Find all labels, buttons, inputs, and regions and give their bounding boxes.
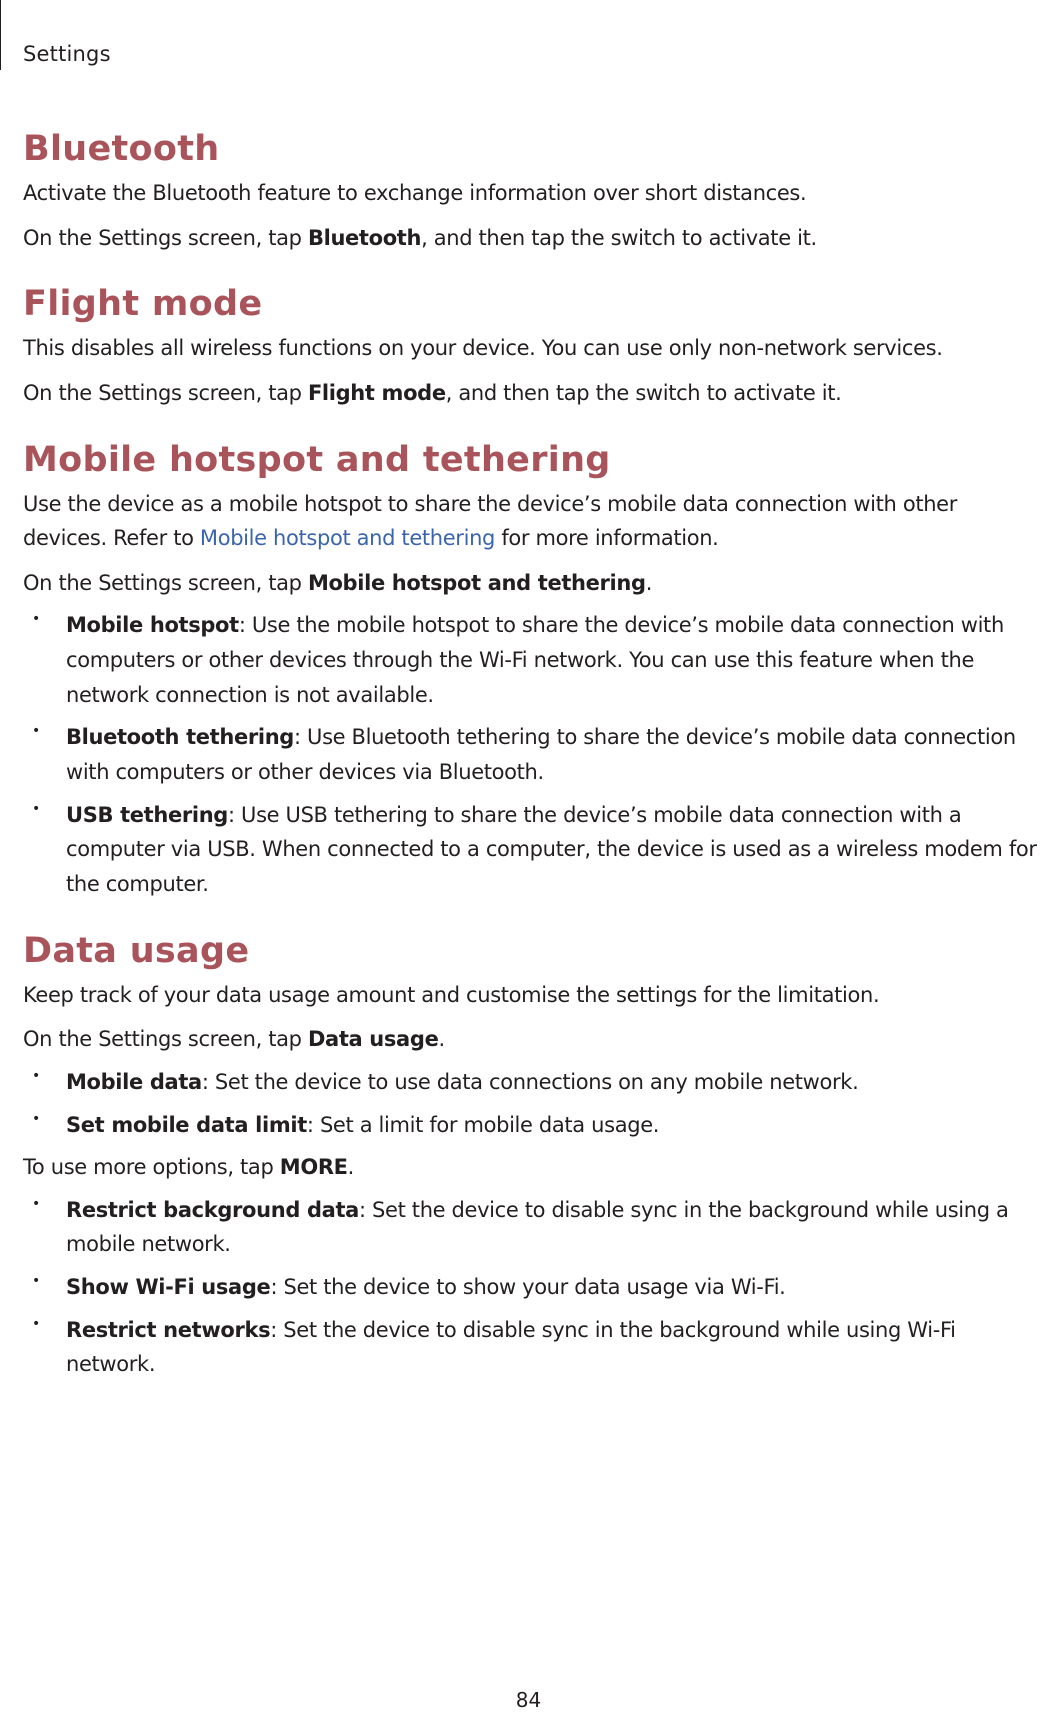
option-description: : Set a limit for mobile data usage.: [306, 1112, 660, 1137]
page-number: 84: [515, 1688, 542, 1712]
page-content: [23, 128, 1043, 1390]
list-item: [23, 1270, 1043, 1305]
running-head: Settings: [23, 42, 111, 66]
flight-mode-intro: This disables all wireless functions on your device. You can use only non-network services.: [23, 336, 943, 361]
list-item: [23, 1193, 1043, 1262]
list-item: [23, 798, 1043, 902]
option-term: Restrict networks: [66, 1317, 271, 1342]
step-text: On the Settings screen, tap: [23, 380, 308, 405]
hotspot-reference-link[interactable]: Mobile hotspot and tethering: [199, 526, 496, 551]
bullet-icon: •: [32, 1067, 40, 1084]
step-text: .: [438, 1027, 445, 1052]
menu-term-flight-mode: Flight mode: [307, 380, 446, 405]
section-hotspot: [23, 439, 1043, 902]
step-text: On the Settings screen, tap: [23, 225, 308, 250]
list-item: [23, 1313, 1043, 1382]
option-term: Restrict background data: [66, 1197, 359, 1222]
data-usage-intro: Keep track of your data usage amount and customise the settings for the limitation.: [23, 982, 880, 1007]
bullet-icon: •: [32, 1195, 40, 1212]
intro-text: for more information.: [495, 526, 719, 551]
bullet-icon: •: [32, 1315, 40, 1332]
bullet-icon: •: [32, 1273, 40, 1290]
section-title-hotspot: Mobile hotspot and tethering: [23, 439, 611, 480]
bluetooth-intro: Activate the Bluetooth feature to exchange information over short distances.: [23, 181, 807, 205]
section-data-usage: [23, 930, 1043, 1382]
intro-text: Use the device as a mobile hotspot to share the device’s mobile data connection with other devices. Refer to: [23, 491, 958, 551]
flight-mode-step: [23, 376, 1043, 411]
option-term: Show Wi-Fi usage: [66, 1275, 271, 1300]
step-text: .: [347, 1155, 354, 1180]
step-text: , and then tap the switch to activate it.: [421, 225, 817, 250]
data-usage-step: [23, 1022, 1043, 1057]
step-text: , and then tap the switch to activate it.: [445, 380, 842, 405]
margin-rule: [0, 0, 1, 70]
section-title-bluetooth: Bluetooth: [23, 129, 220, 169]
option-term: Set mobile data limit: [66, 1112, 307, 1137]
hotspot-intro: [23, 487, 1043, 556]
section-title-flight-mode: Flight mode: [23, 284, 263, 325]
step-text: .: [645, 570, 653, 595]
hotspot-step: [23, 566, 1043, 601]
menu-term-more: MORE: [279, 1155, 348, 1180]
bullet-icon: •: [32, 1110, 40, 1127]
option-term: USB tethering: [66, 802, 228, 827]
more-options-step: [23, 1150, 1043, 1185]
bluetooth-step: [23, 221, 1043, 256]
option-description: : Set the device to disable sync in the background while using Wi-Fi network.: [66, 1317, 956, 1377]
step-text: To use more options, tap: [23, 1155, 280, 1180]
bullet-icon: •: [32, 611, 40, 628]
option-term: Mobile data: [66, 1069, 202, 1094]
menu-term-hotspot: Mobile hotspot and tethering: [307, 570, 646, 595]
option-description: : Use the mobile hotspot to share the device’s mobile data connection with computers or other devices through the Wi-Fi network. You can use this feature when the network connection is not available.: [66, 613, 1004, 707]
option-description: : Set the device to show your data usage via Wi-Fi.: [270, 1275, 786, 1300]
list-item: [23, 720, 1043, 789]
menu-term-bluetooth: Bluetooth: [307, 225, 422, 250]
menu-term-data-usage: Data usage: [307, 1027, 439, 1052]
option-description: : Use Bluetooth tethering to share the device’s mobile data connection with computers or other devices via Bluetooth.: [66, 725, 1016, 785]
option-description: : Set the device to disable sync in the background while using a mobile network.: [66, 1197, 1009, 1257]
section-flight-mode: [23, 283, 1043, 410]
step-text: On the Settings screen, tap: [23, 1027, 308, 1052]
list-item: [23, 608, 1043, 712]
section-bluetooth: [23, 128, 1043, 255]
more-options-list: [23, 1193, 1043, 1382]
data-usage-options-list: [23, 1065, 1043, 1142]
list-item: [23, 1065, 1043, 1100]
option-description: : Set the device to use data connections on any mobile network.: [201, 1069, 859, 1094]
bullet-icon: •: [32, 723, 40, 740]
step-text: On the Settings screen, tap: [23, 570, 308, 595]
list-item: [23, 1108, 1043, 1143]
section-title-data-usage: Data usage: [23, 930, 250, 971]
option-description: : Use USB tethering to share the device’s mobile data connection with a computer via USB. When connected to a computer, the device is used as a wireless modem for the computer.: [66, 802, 1037, 896]
option-term: Mobile hotspot: [66, 613, 239, 638]
option-term: Bluetooth tethering: [66, 725, 294, 750]
bullet-icon: •: [32, 800, 40, 817]
hotspot-options-list: [23, 608, 1043, 901]
